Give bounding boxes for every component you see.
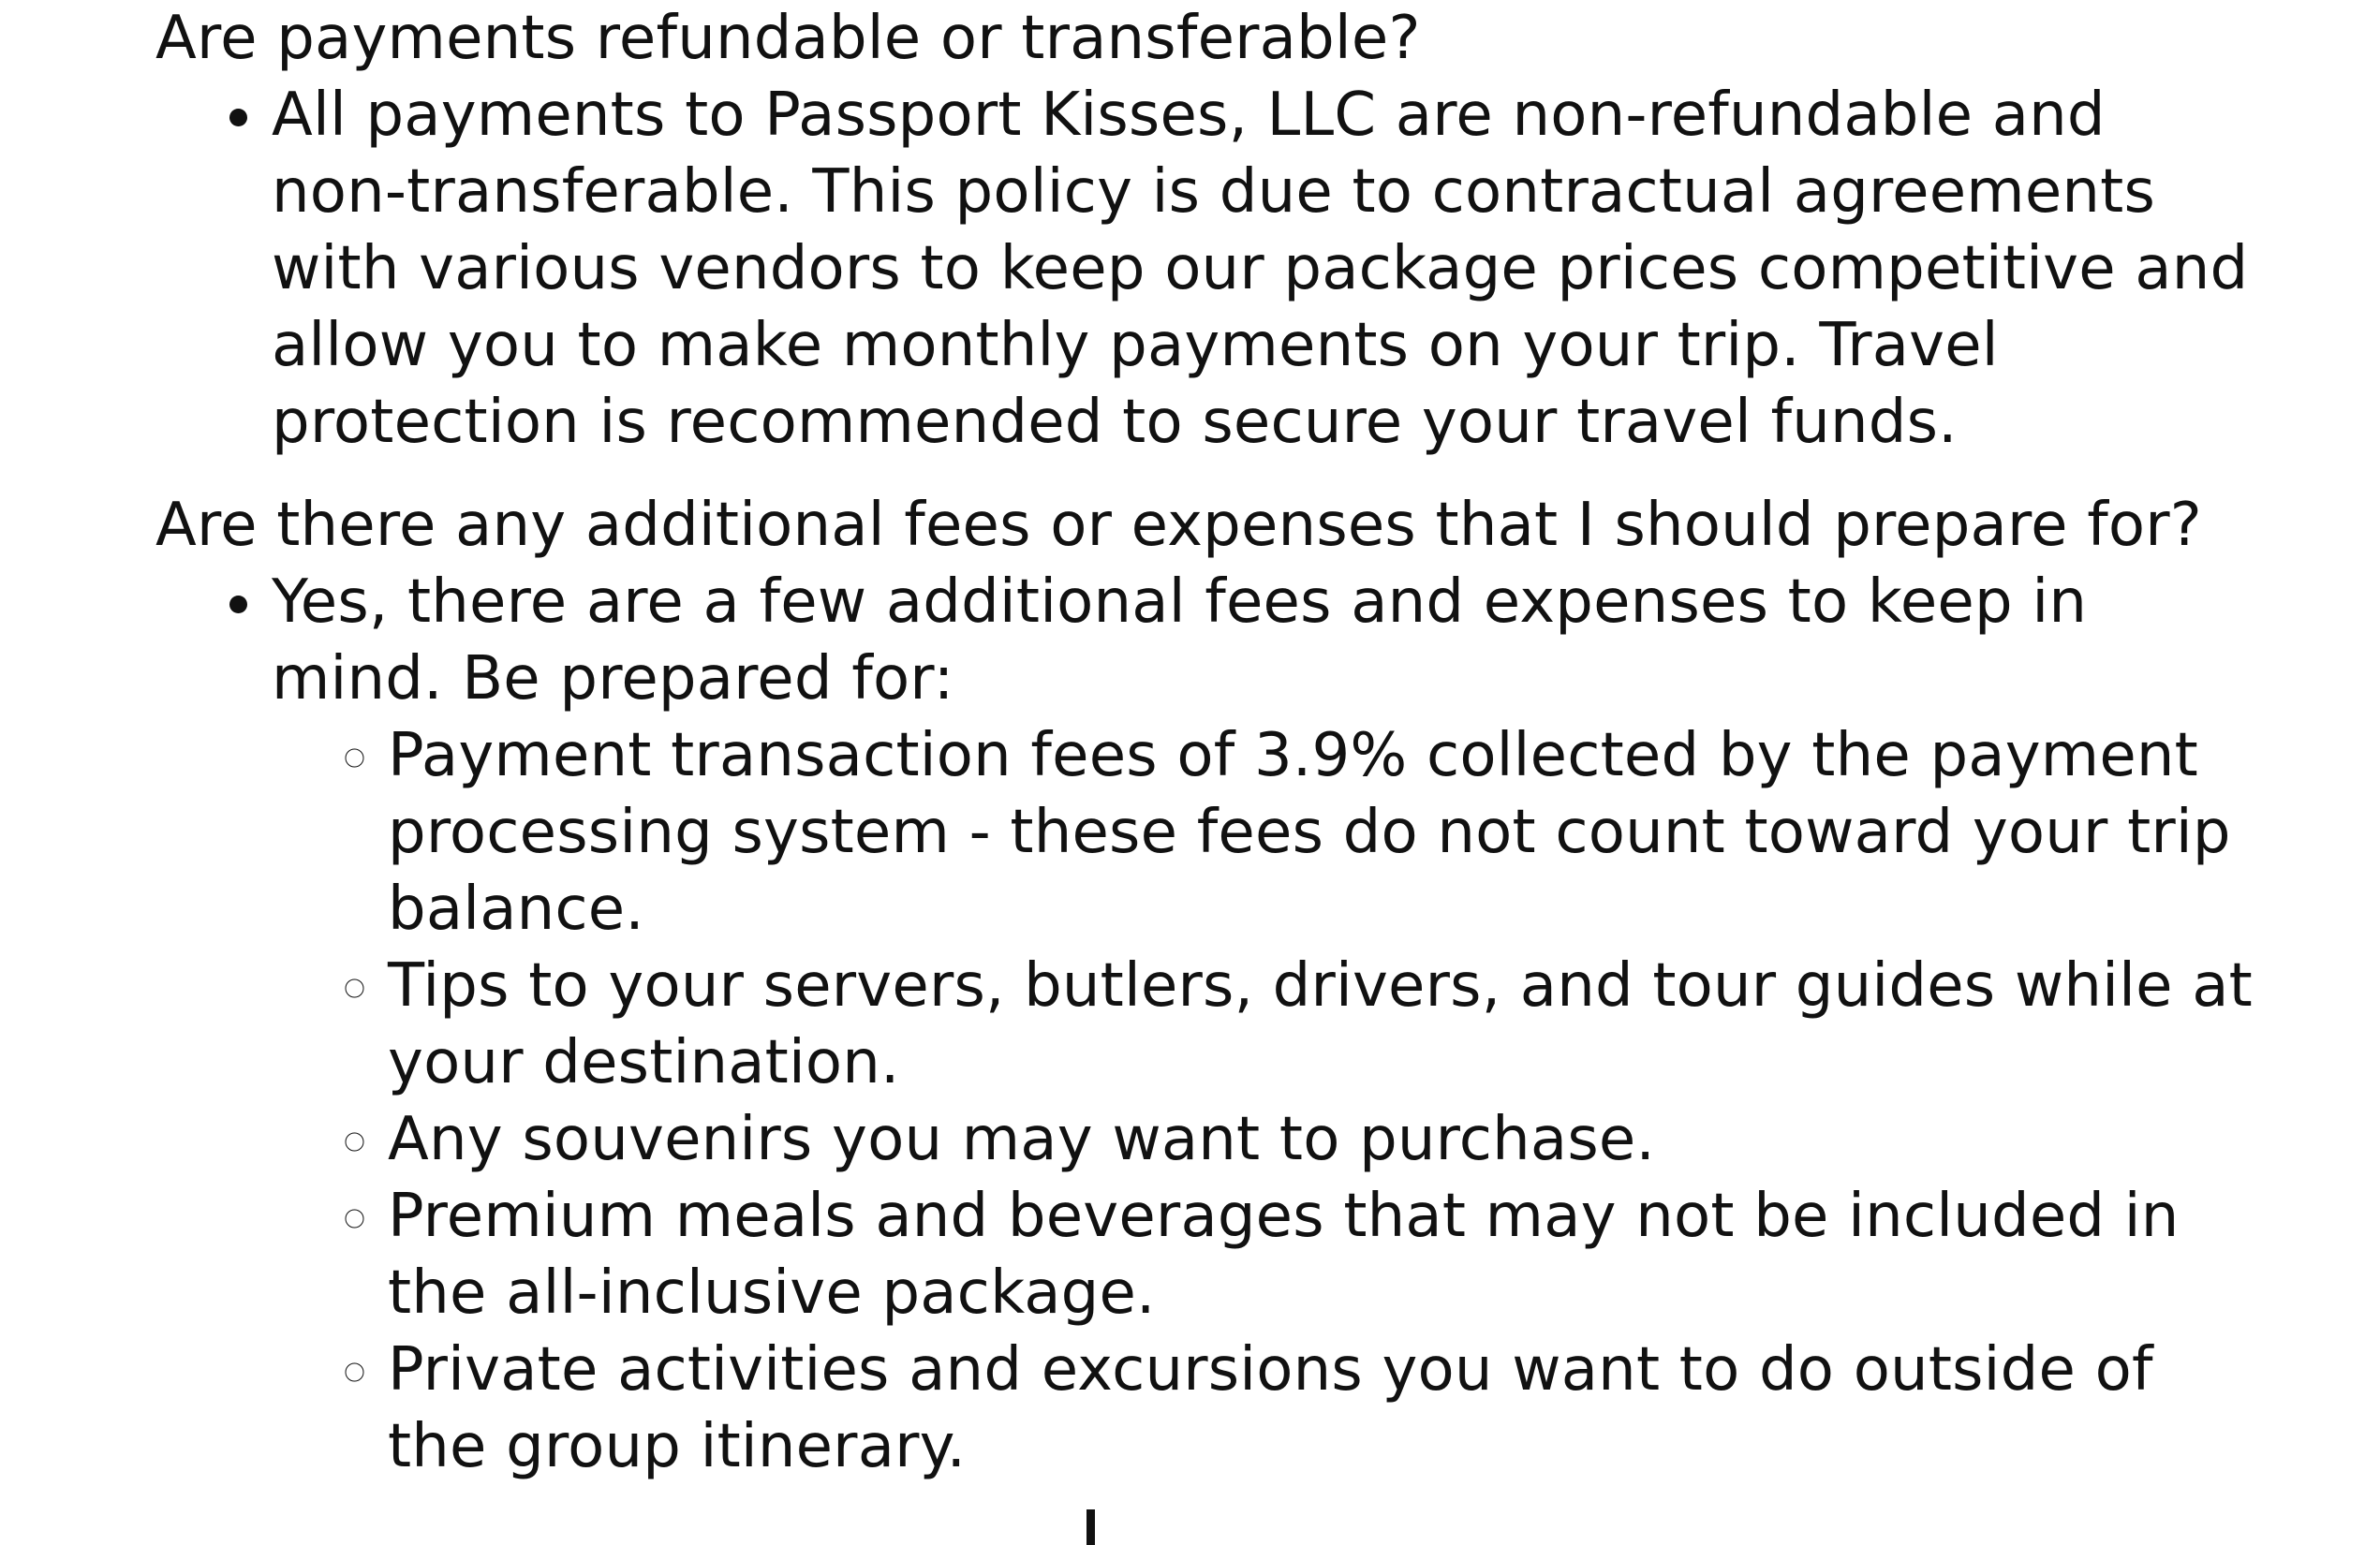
faq-answer-additional-fees (272, 564, 2254, 1485)
faq-question-refunds: Are payments refundable or transferable? (155, 4, 1421, 73)
fee-item-tips: ◦ Tips to your servers, butlers, drivers, and tour guides while at your destination. (388, 948, 2254, 1101)
text-cursor-icon (1087, 1509, 1095, 1545)
faq-question-additional-fees: Are there any additional fees or expenses that I should prepare for? (155, 491, 2202, 560)
faq-answer-refunds: • All payments to Passport Kisses, LLC are non-refundable and non-transferable. This policy is due to contractual agreements with various vendors to keep our package prices competitive and allow you to make monthly payments on your trip. Travel protection is recommended to secure your travel funds. (272, 77, 2254, 461)
fee-item-premium-meals: ◦ Premium meals and beverages that may not be included in the all-inclusive package. (388, 1178, 2254, 1332)
fee-item-transaction-fees: ◦ Payment transaction fees of 3.9% collected by the payment processing system - these fees do not count toward your trip balance. (388, 717, 2254, 948)
faq-answer-list-additional-fees (155, 564, 2254, 1485)
fee-item-private-activities: ◦ Private activities and excursions you want to do outside of the group itinerary. (388, 1332, 2254, 1485)
faq-section (155, 0, 2254, 1485)
fee-item-souvenirs: ◦ Any souvenirs you may want to purchase. (388, 1101, 2254, 1178)
faq-answer-additional-fees-text: Yes, there are a few additional fees and expenses to keep in mind. Be prepared for: (272, 567, 2088, 714)
faq-answer-list-refunds (155, 77, 2254, 461)
additional-fees-sublist (272, 717, 2254, 1485)
